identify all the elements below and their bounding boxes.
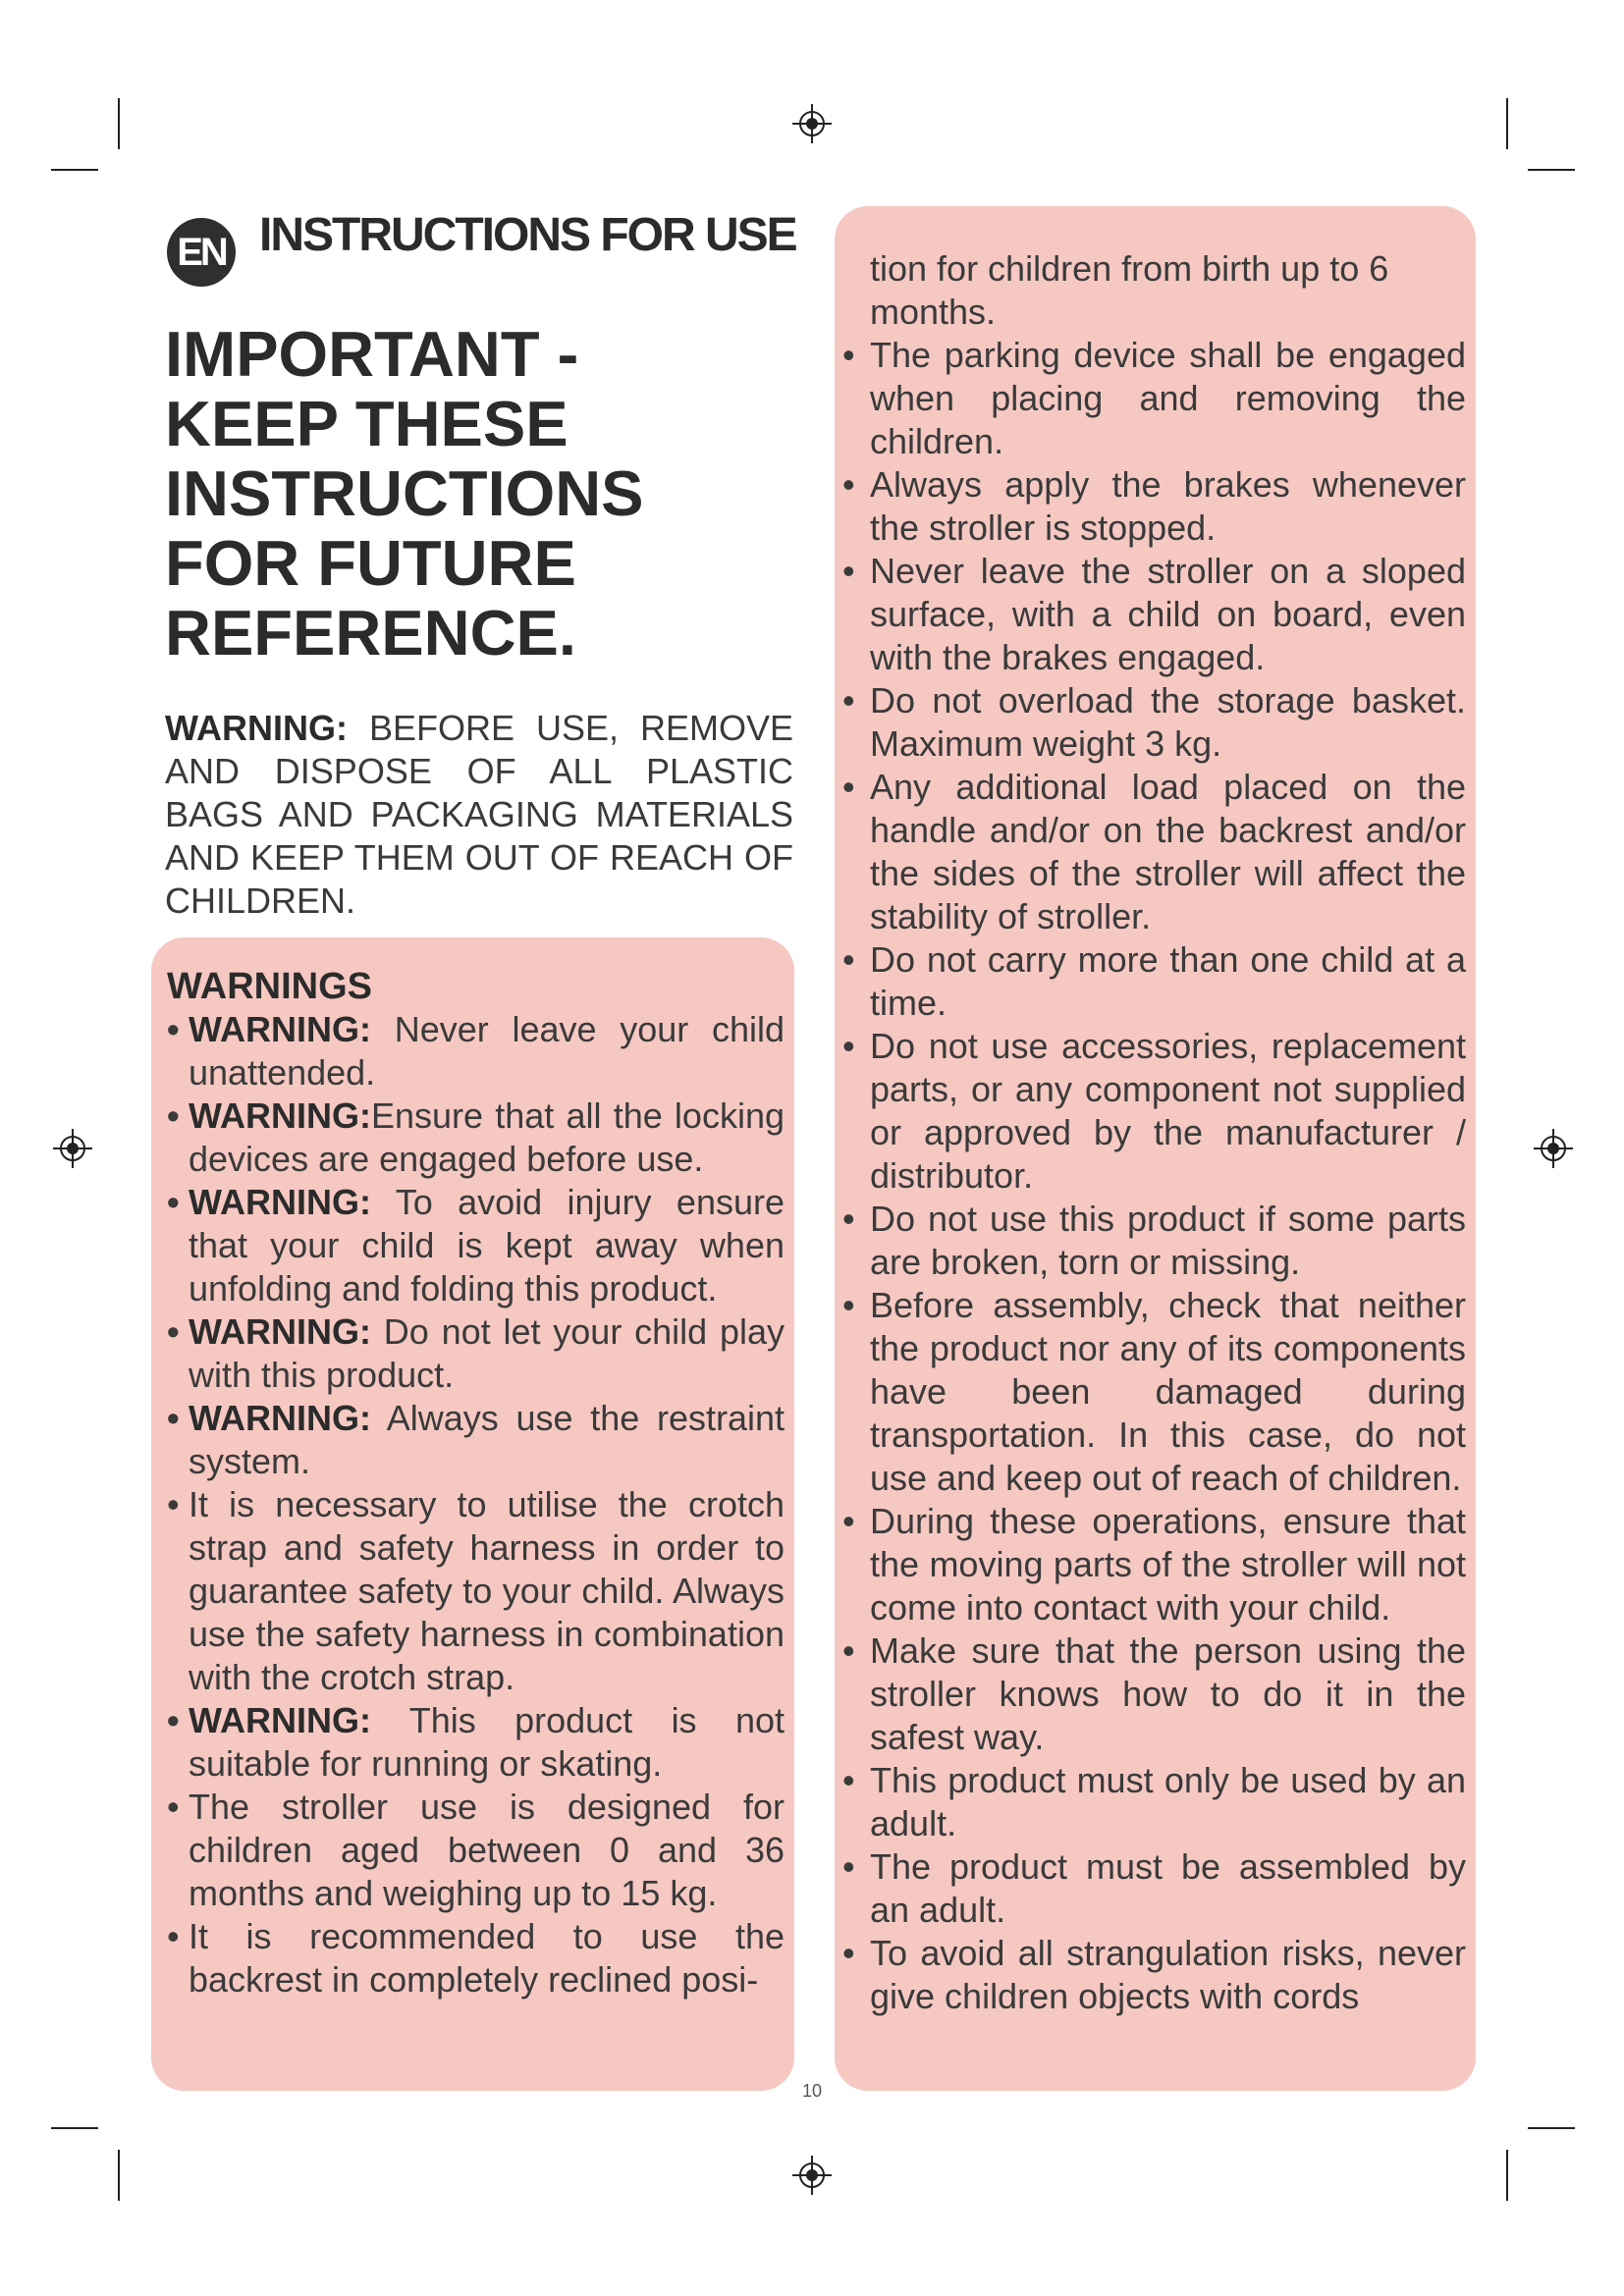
page-number: 10 — [801, 2081, 823, 2101]
safety-item: • Do not use this product if some parts are broken, torn or missing. — [842, 1198, 1466, 1284]
safety-item: • To avoid all strangulation risks, never give children objects with cords — [842, 1932, 1466, 2018]
warnings-panel — [151, 937, 794, 2091]
warning-label: WARNING: — [189, 1009, 371, 1049]
warning-text: Do not let your child play with this product. — [189, 1311, 785, 1395]
warning-item — [167, 1699, 785, 1786]
language-badge: EN — [167, 218, 236, 287]
warning-item — [167, 1310, 785, 1397]
safety-item: • Do not carry more than one child at a time. — [842, 938, 1466, 1025]
warning-text: To avoid injury ensure that your child is kept away when unfolding and folding this product. — [189, 1182, 785, 1308]
safety-item: • The product must be assembled by an adult. — [842, 1845, 1466, 1932]
warning-item — [167, 1095, 785, 1181]
warning-label: WARNING: — [189, 1398, 371, 1438]
safety-item: • The parking device shall be engaged when placing and removing the children. — [842, 334, 1466, 463]
warning-item — [167, 1483, 785, 1699]
warning-text: Always use the restraint system. — [189, 1398, 785, 1481]
safety-item: • Do not use accessories, replacement parts, or any component not supplied or approved by the manufacturer / distributor. — [842, 1025, 1466, 1198]
section-title: INSTRUCTIONS FOR USE — [259, 209, 796, 261]
warning-text: Ensure that all the locking devices are engaged before use. — [189, 1095, 785, 1179]
registration-mark-icon — [1534, 1129, 1573, 1168]
warning-text: It is recommended to use the backrest in completely reclined posi- — [189, 1916, 785, 2000]
warning-label: WARNING: — [189, 1182, 371, 1222]
safety-item: • Always apply the brakes whenever the stroller is stopped. — [842, 463, 1466, 550]
crop-mark — [51, 169, 98, 171]
registration-mark-icon — [792, 104, 832, 143]
safety-item: • Make sure that the person using the stroller knows how to do it in the safest way. — [842, 1629, 1466, 1759]
crop-mark — [118, 2150, 120, 2201]
warning-item — [167, 1008, 785, 1095]
warning-label: WARNING: — [189, 1700, 371, 1740]
warning-item — [167, 1786, 785, 1915]
warnings-list — [167, 1008, 785, 2002]
warning-label: WARNING: — [189, 1095, 371, 1136]
continuation-text: tion for children from birth up to 6 months. — [870, 248, 1389, 332]
warning-text: This product is not suitable for running or skating. — [189, 1700, 785, 1784]
warning-item — [167, 1915, 785, 2002]
crop-mark — [118, 98, 120, 149]
safety-panel — [835, 206, 1476, 2091]
warning-text: Never leave your child unattended. — [189, 1009, 785, 1093]
crop-mark — [51, 2127, 98, 2129]
packaging-warning-text: BEFORE USE, REMOVE AND DISPOSE OF ALL PLASTIC BAGS AND PACKAGING MATERIALS AND KEEP THEM OUT OF REACH OF CHILDREN. — [165, 708, 793, 921]
crop-mark — [1528, 2127, 1575, 2129]
safety-list — [870, 334, 1466, 2018]
warning-item — [167, 1181, 785, 1310]
registration-mark-icon — [792, 2156, 832, 2195]
packaging-warning — [165, 707, 793, 923]
warning-label: WARNING: — [189, 1311, 371, 1352]
safety-item: • Never leave the stroller on a sloped surface, with a child on board, even with the brakes engaged. — [842, 550, 1466, 679]
warning-text: It is necessary to utilise the crotch strap and safety harness in order to guarantee safety to your child. Always use the safety harness in combination with the crotch strap. — [189, 1484, 785, 1697]
safety-item: • During these operations, ensure that the moving parts of the stroller will not come into contact with your child. — [842, 1500, 1466, 1629]
important-headline: IMPORTANT - KEEP THESE INSTRUCTIONS FOR FUTURE REFERENCE. — [165, 318, 644, 668]
safety-item: • Before assembly, check that neither the product nor any of its components have been damaged during transportation. In this case, do not use and keep out of reach of children. — [842, 1284, 1466, 1500]
safety-item: • This product must only be used by an adult. — [842, 1759, 1466, 1845]
registration-mark-icon — [53, 1129, 92, 1168]
crop-mark — [1506, 98, 1508, 149]
warnings-heading: WARNINGS — [167, 966, 372, 1007]
safety-item: • Do not overload the storage basket. Maximum weight 3 kg. — [842, 679, 1466, 766]
packaging-warning-label: WARNING: — [165, 708, 348, 748]
safety-item: • Any additional load placed on the handle and/or on the backrest and/or the sides of the stroller will affect the stability of stroller. — [842, 766, 1466, 938]
crop-mark — [1528, 169, 1575, 171]
warning-item — [167, 1397, 785, 1483]
crop-mark — [1506, 2150, 1508, 2201]
warning-text: The stroller use is designed for children aged between 0 and 36 months and weighing up to 15 kg. — [189, 1787, 785, 1913]
